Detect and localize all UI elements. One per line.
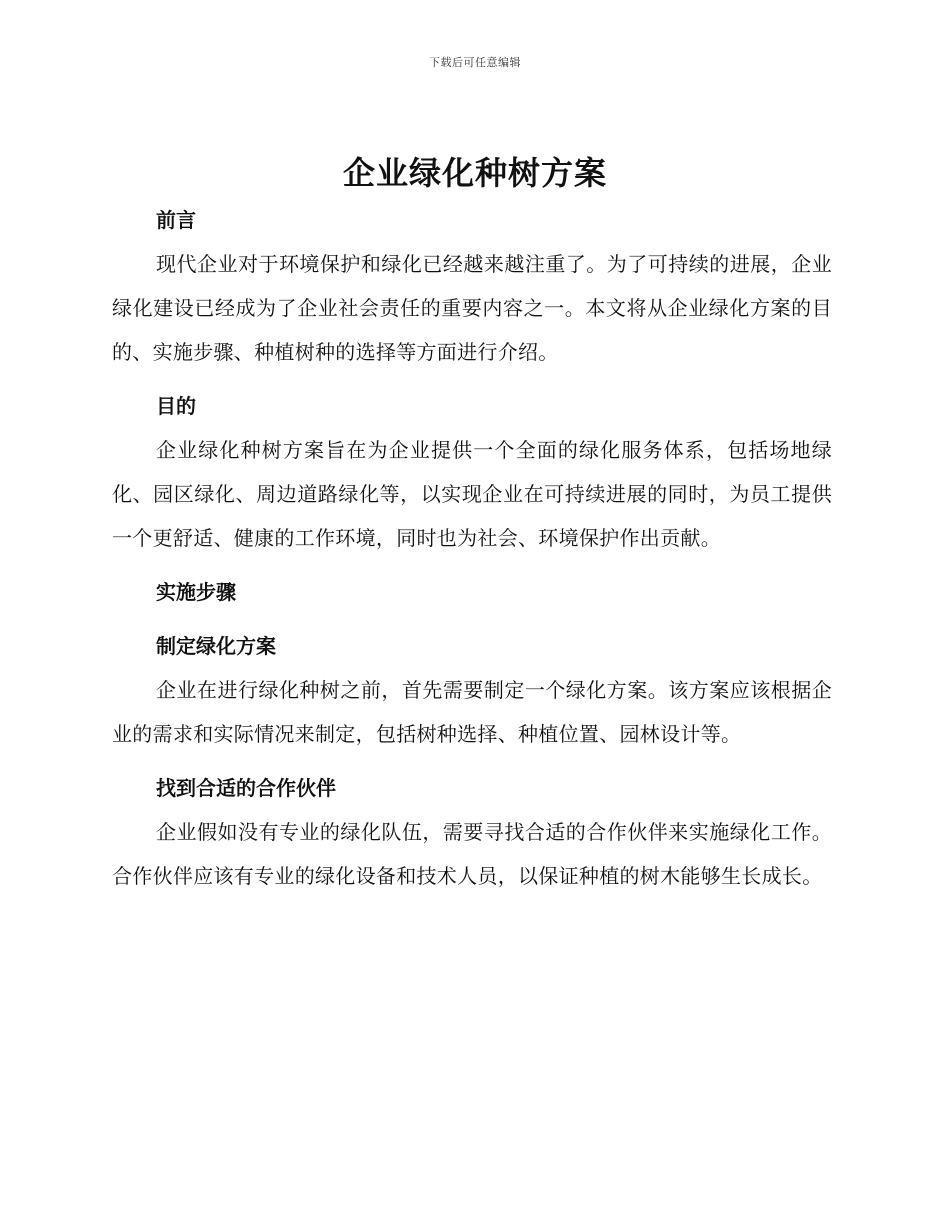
section-heading: 目的	[156, 394, 196, 418]
section-heading: 前言	[156, 208, 196, 232]
section-preface	[112, 198, 832, 374]
header-note: 下载后可任意编辑	[429, 56, 521, 69]
section-heading: 制定绿化方案	[156, 634, 276, 658]
spacer	[112, 614, 832, 624]
section-implementation-steps	[112, 570, 832, 624]
section-paragraph: 企业在进行绿化种树之前，首先需要制定一个绿化方案。该方案应该根据企业的需求和实际情况来制定，包括树种选择、种植位置、园林设计等。	[112, 678, 832, 746]
section-purpose	[112, 384, 832, 560]
section-heading: 找到合适的合作伙伴	[156, 776, 336, 800]
section-paragraph: 企业绿化种树方案旨在为企业提供一个全面的绿化服务体系，包括场地绿化、园区绿化、周边道路绿化等，以实现企业在可持续进展的同时，为员工提供一个更舒适、健康的工作环境，同时也为社会、环境保护作出贡献。	[112, 438, 832, 550]
section-paragraph: 现代企业对于环境保护和绿化已经越来越注重了。为了可持续的进展，企业绿化建设已经成为了企业社会责任的重要内容之一。本文将从企业绿化方案的目的、实施步骤、种植树种的选择等方面进行介绍。	[112, 252, 832, 364]
document-title: 企业绿化种树方案	[342, 154, 607, 192]
section-find-partner	[112, 766, 832, 898]
section-make-plan	[112, 624, 832, 756]
document-body	[112, 198, 832, 908]
section-heading: 实施步骤	[156, 580, 236, 604]
section-paragraph: 企业假如没有专业的绿化队伍，需要寻找合适的合作伙伴来实施绿化工作。合作伙伴应该有专业的绿化设备和技术人员，以保证种植的树木能够生长成长。	[112, 820, 832, 888]
